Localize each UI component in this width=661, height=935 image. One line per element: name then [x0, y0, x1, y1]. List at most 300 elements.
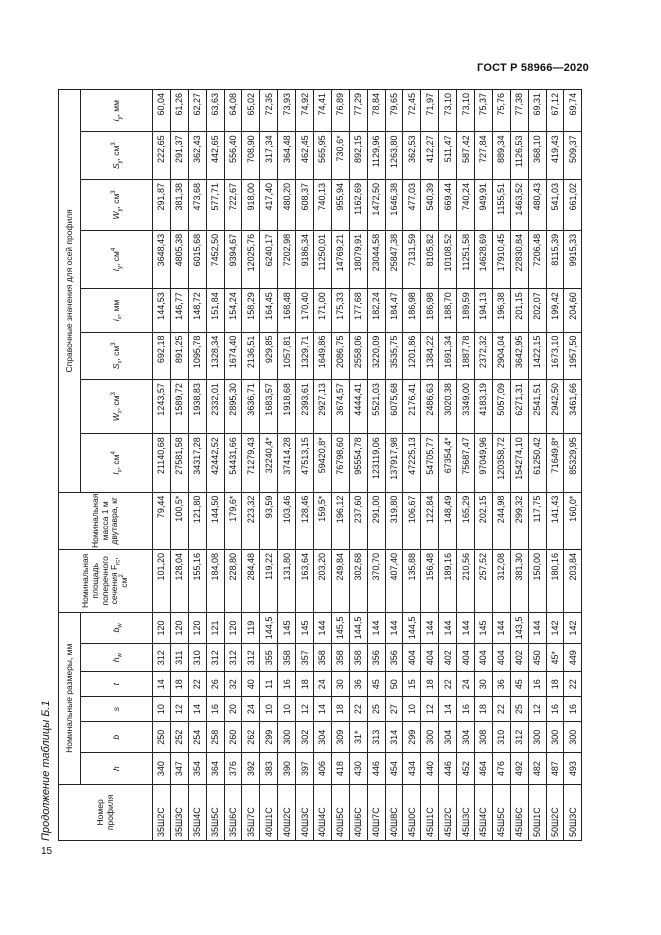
- table-cell: 85329,95: [564, 434, 582, 492]
- table-cell: 74,92: [296, 90, 314, 132]
- table-cell: 317,34: [260, 132, 278, 180]
- table-cell: 30: [475, 672, 493, 697]
- table-cell: 54705,77: [421, 434, 439, 492]
- table-cell: 106,67: [403, 492, 421, 549]
- table-cell: 304: [457, 722, 475, 753]
- table-cell: 1155,51: [492, 180, 510, 231]
- table-cell: 100,5*: [170, 492, 188, 549]
- table-cell: 727,84: [475, 132, 493, 180]
- table-row: [510, 90, 528, 841]
- table-cell: 155,16: [188, 549, 206, 612]
- table-cell: 15: [403, 672, 421, 697]
- table-cell: 67354,4*: [439, 434, 457, 492]
- table-cell: 1263,80: [385, 132, 403, 180]
- table-cell: 18: [296, 672, 314, 697]
- table-row: [331, 90, 349, 841]
- table-cell: 7452,50: [206, 230, 224, 288]
- table-cell: 27: [385, 697, 403, 722]
- profile-name-cell: 40Ш3С: [296, 784, 314, 840]
- table-cell: 144,53: [153, 289, 171, 332]
- table-cell: 464: [475, 753, 493, 784]
- table-cell: 556,40: [224, 132, 242, 180]
- table-cell: 42442,52: [206, 434, 224, 492]
- table-cell: 14: [439, 697, 457, 722]
- table-cell: 1887,78: [457, 332, 475, 380]
- table-cell: 1589,72: [170, 380, 188, 434]
- table-cell: 22: [188, 672, 206, 697]
- table-cell: 310: [492, 722, 510, 753]
- profile-name-cell: 45Ш6С: [510, 784, 528, 840]
- table-cell: 312: [242, 644, 260, 672]
- header-h: h: [81, 753, 153, 784]
- table-cell: 22830,84: [510, 230, 528, 288]
- table-cell: 72,45: [403, 90, 421, 132]
- table-cell: 22: [492, 697, 510, 722]
- table-cell: 189,59: [457, 289, 475, 332]
- table-cell: 2895,30: [224, 380, 242, 434]
- table-cell: 1463,52: [510, 180, 528, 231]
- table-cell: 304: [439, 722, 457, 753]
- table-cell: 300: [528, 722, 546, 753]
- table-cell: 120: [188, 612, 206, 643]
- profile-name-cell: 40Ш8С: [385, 784, 403, 840]
- profile-name-cell: 35Ш5С: [206, 784, 224, 840]
- header-s: s: [81, 697, 153, 722]
- table-cell: 3648,43: [153, 230, 171, 288]
- table-cell: 1472,50: [367, 180, 385, 231]
- table-cell: 7202,98: [278, 230, 296, 288]
- table-cell: 381,38: [170, 180, 188, 231]
- table-cell: 24: [242, 697, 260, 722]
- table-cell: 1328,34: [206, 332, 224, 380]
- table-cell: 9394,67: [224, 230, 242, 288]
- table-cell: 160,0*: [564, 492, 582, 549]
- table-cell: 196,38: [492, 289, 510, 332]
- table-cell: 383: [260, 753, 278, 784]
- table-cell: 250: [153, 722, 171, 753]
- table-cell: 12: [170, 697, 188, 722]
- table-cell: 11251,58: [457, 230, 475, 288]
- table-cell: 180,16: [546, 549, 564, 612]
- profile-name-cell: 35Ш7С: [242, 784, 260, 840]
- table-cell: 300: [564, 722, 582, 753]
- header-ix: $i_x$, мм: [81, 289, 153, 332]
- table-cell: 154,24: [224, 289, 242, 332]
- table-cell: 406: [314, 753, 332, 784]
- table-cell: 210,56: [457, 549, 475, 612]
- table-cell: 78,84: [367, 90, 385, 132]
- header-Sx: $S_x$, $см^3$: [81, 332, 153, 380]
- table-cell: 36: [349, 672, 367, 697]
- table-cell: 417,40: [260, 180, 278, 231]
- table-cell: 1201,86: [403, 332, 421, 380]
- table-cell: 493: [564, 753, 582, 784]
- table-cell: 194,13: [475, 289, 493, 332]
- table-cell: 312: [206, 644, 224, 672]
- table-cell: 452: [457, 753, 475, 784]
- table-row: [153, 90, 171, 841]
- table-cell: 12: [528, 697, 546, 722]
- table-cell: 75687,47: [457, 434, 475, 492]
- table-cell: 891,25: [170, 332, 188, 380]
- table-cell: 144,5: [349, 612, 367, 643]
- table-row: [528, 90, 546, 841]
- table-cell: 722,67: [224, 180, 242, 231]
- table-cell: 949,91: [475, 180, 493, 231]
- table-cell: 144,50: [206, 492, 224, 549]
- table-cell: 77,29: [349, 90, 367, 132]
- header-hw: $h_w$: [81, 644, 153, 672]
- table-cell: 608,37: [296, 180, 314, 231]
- header-Sy: $S_y$, $см^3$: [81, 132, 153, 180]
- table-cell: 419,43: [546, 132, 564, 180]
- table-cell: 1674,40: [224, 332, 242, 380]
- table-cell: 119: [242, 612, 260, 643]
- table-cell: 440: [421, 753, 439, 784]
- table-cell: 2927,13: [314, 380, 332, 434]
- table-cell: 740,24: [457, 180, 475, 231]
- table-cell: 67,12: [546, 90, 564, 132]
- table-cell: 18079,91: [349, 230, 367, 288]
- table-row: [492, 90, 510, 841]
- table-row: [546, 90, 564, 841]
- table-cell: 120: [153, 612, 171, 643]
- table-cell: 587,42: [457, 132, 475, 180]
- table-cell: 24: [457, 672, 475, 697]
- table-cell: 5057,09: [492, 380, 510, 434]
- table-cell: 123119,06: [367, 434, 385, 492]
- table-cell: 918,00: [242, 180, 260, 231]
- table-row: [314, 90, 332, 841]
- table-cell: 446: [367, 753, 385, 784]
- table-cell: 3674,57: [331, 380, 349, 434]
- table-cell: 142: [564, 612, 582, 643]
- table-cell: 6015,68: [188, 230, 206, 288]
- table-cell: 171,00: [314, 289, 332, 332]
- table-cell: 358: [349, 644, 367, 672]
- profile-name-cell: 45Ш5С: [492, 784, 510, 840]
- table-cell: 368,10: [528, 132, 546, 180]
- table-cell: 144: [385, 612, 403, 643]
- table-cell: 22: [564, 672, 582, 697]
- table-cell: 151,84: [206, 289, 224, 332]
- table-cell: 492: [510, 753, 528, 784]
- table-cell: 310: [188, 644, 206, 672]
- table-row: [170, 90, 188, 841]
- table-row: [296, 90, 314, 841]
- table-cell: 69,74: [564, 90, 582, 132]
- table-cell: 291,00: [367, 492, 385, 549]
- table-cell: 262: [242, 722, 260, 753]
- table-cell: 184,47: [385, 289, 403, 332]
- table-cell: 2136,51: [242, 332, 260, 380]
- table-cell: 74,41: [314, 90, 332, 132]
- table-cell: 202,15: [475, 492, 493, 549]
- table-cell: 37414,28: [278, 434, 296, 492]
- table-cell: 10: [260, 697, 278, 722]
- table-cell: 1673,10: [546, 332, 564, 380]
- table-cell: 73,93: [278, 90, 296, 132]
- table-cell: 1162,69: [349, 180, 367, 231]
- table-cell: 1243,57: [153, 380, 171, 434]
- table-cell: 434: [403, 753, 421, 784]
- table-cell: 16: [457, 697, 475, 722]
- table-row: [385, 90, 403, 841]
- table-cell: 144: [439, 612, 457, 643]
- header-Wx: $W_x$, $см^3$: [81, 380, 153, 434]
- table-cell: 101,20: [153, 549, 171, 612]
- table-cell: 260: [224, 722, 242, 753]
- page-number: 15: [41, 846, 53, 857]
- table-cell: 254: [188, 722, 206, 753]
- table-cell: 137917,98: [385, 434, 403, 492]
- table-cell: 1957,50: [564, 332, 582, 380]
- table-cell: 18: [475, 697, 493, 722]
- table-row: [421, 90, 439, 841]
- table-cell: 454: [385, 753, 403, 784]
- table-cell: 6075,68: [385, 380, 403, 434]
- table-cell: 407,40: [385, 549, 403, 612]
- table-cell: 540,39: [421, 180, 439, 231]
- header-iy: $i_y$, мм: [81, 90, 153, 132]
- table-row: [224, 90, 242, 841]
- table-cell: 117,75: [528, 492, 546, 549]
- table-cell: 201,15: [510, 289, 528, 332]
- table-cell: 131,80: [278, 549, 296, 612]
- table-cell: 284,48: [242, 549, 260, 612]
- table-cell: 16: [546, 697, 564, 722]
- table-cell: 32240,4*: [260, 434, 278, 492]
- table-cell: 24: [314, 672, 332, 697]
- table-cell: 142: [546, 612, 564, 643]
- table-cell: 72,35: [260, 90, 278, 132]
- table-cell: 302,68: [349, 549, 367, 612]
- table-cell: 223,32: [242, 492, 260, 549]
- table-cell: 150,00: [528, 549, 546, 612]
- table-cell: 1422,15: [528, 332, 546, 380]
- table-cell: 740,13: [314, 180, 332, 231]
- table-cell: 1126,53: [510, 132, 528, 180]
- table-cell: 7206,48: [528, 230, 546, 288]
- table-cell: 202,07: [528, 289, 546, 332]
- table-cell: 402: [510, 644, 528, 672]
- table-cell: 11250,01: [314, 230, 332, 288]
- table-row: [349, 90, 367, 841]
- table-cell: 2176,41: [403, 380, 421, 434]
- table-cell: 17910,45: [492, 230, 510, 288]
- table-cell: 3349,00: [457, 380, 475, 434]
- table-cell: 79,65: [385, 90, 403, 132]
- table-cell: 1938,83: [188, 380, 206, 434]
- table-cell: 8105,82: [421, 230, 439, 288]
- table-cell: 170,40: [296, 289, 314, 332]
- table-cell: 16: [206, 697, 224, 722]
- table-cell: 355: [260, 644, 278, 672]
- table-row: [206, 90, 224, 841]
- table-cell: 186,98: [421, 289, 439, 332]
- table-cell: 480,43: [528, 180, 546, 231]
- table-cell: 4183,19: [475, 380, 493, 434]
- table-cell: 3636,71: [242, 380, 260, 434]
- table-cell: 565,95: [314, 132, 332, 180]
- table-cell: 308: [475, 722, 493, 753]
- table-cell: 144: [492, 612, 510, 643]
- table-cell: 69,31: [528, 90, 546, 132]
- profile-name-cell: 45Ш0С: [403, 784, 421, 840]
- table-cell: 65,02: [242, 90, 260, 132]
- table-cell: 577,71: [206, 180, 224, 231]
- table-cell: 9915,33: [564, 230, 582, 288]
- table-cell: 300: [421, 722, 439, 753]
- table-cell: 362,43: [188, 132, 206, 180]
- table-cell: 27581,58: [170, 434, 188, 492]
- table-cell: 3461,66: [564, 380, 582, 434]
- table-cell: 1095,78: [188, 332, 206, 380]
- table-cell: 312: [224, 644, 242, 672]
- table-cell: 168,48: [278, 289, 296, 332]
- table-cell: 404: [421, 644, 439, 672]
- profile-table: [58, 89, 582, 841]
- table-cell: 22: [439, 672, 457, 697]
- table-cell: 61250,42: [528, 434, 546, 492]
- table-cell: 77,38: [510, 90, 528, 132]
- table-cell: 11: [260, 672, 278, 697]
- table-cell: 1683,57: [260, 380, 278, 434]
- standard-designation: ГОСТ Р 58966—2020: [477, 62, 589, 74]
- table-caption: Продолжение таблицы Б.1: [40, 700, 52, 841]
- table-cell: 249,84: [331, 549, 349, 612]
- table-cell: 144: [421, 612, 439, 643]
- table-cell: 291,37: [170, 132, 188, 180]
- table-cell: 370,70: [367, 549, 385, 612]
- table-cell: 20: [224, 697, 242, 722]
- table-cell: 291,87: [153, 180, 171, 231]
- table-cell: 165,29: [457, 492, 475, 549]
- table-cell: 300: [546, 722, 564, 753]
- table-cell: 10: [278, 697, 296, 722]
- table-cell: 93,59: [260, 492, 278, 549]
- table-cell: 480,20: [278, 180, 296, 231]
- table-cell: 10: [153, 697, 171, 722]
- table-cell: 3020,38: [439, 380, 457, 434]
- header-mass: Номинальная масса 1 м двутавра, кг: [59, 492, 153, 549]
- table-cell: 511,47: [439, 132, 457, 180]
- table-row: [242, 90, 260, 841]
- table-row: [260, 90, 278, 841]
- table-cell: 541,03: [546, 180, 564, 231]
- profile-name-cell: 35Ш4С: [188, 784, 206, 840]
- table-cell: 430: [349, 753, 367, 784]
- table-cell: 661,02: [564, 180, 582, 231]
- table-cell: 304: [314, 722, 332, 753]
- table-cell: 6240,17: [260, 230, 278, 288]
- table-cell: 358: [331, 644, 349, 672]
- table-cell: 312,08: [492, 549, 510, 612]
- table-cell: 354: [188, 753, 206, 784]
- table-cell: 14: [153, 672, 171, 697]
- table-cell: 404: [403, 644, 421, 672]
- table-cell: 50: [385, 672, 403, 697]
- table-row: [367, 90, 385, 841]
- table-cell: 4805,38: [170, 230, 188, 288]
- table-cell: 18: [421, 672, 439, 697]
- table-cell: 237,60: [349, 492, 367, 549]
- table-cell: 1918,68: [278, 380, 296, 434]
- table-cell: 45*: [546, 644, 564, 672]
- header-area: Номинальная площадь поперечного сечения $F_{гс}$, $см^2$: [59, 549, 153, 612]
- table-cell: 476: [492, 753, 510, 784]
- profile-name-cell: 40Ш4С: [314, 784, 332, 840]
- table-cell: 312: [153, 644, 171, 672]
- table-cell: 62,27: [188, 90, 206, 132]
- table-cell: 12: [421, 697, 439, 722]
- header-Ix: $I_x$, $см^4$: [81, 434, 153, 492]
- table-cell: 64,08: [224, 90, 242, 132]
- table-cell: 18: [170, 672, 188, 697]
- table-cell: 1649,86: [314, 332, 332, 380]
- table-cell: 144: [314, 612, 332, 643]
- table-cell: 1329,71: [296, 332, 314, 380]
- profile-name-cell: 50Ш3С: [564, 784, 582, 840]
- header-b: b: [81, 722, 153, 753]
- table-cell: 14769,21: [331, 230, 349, 288]
- table-cell: 30: [331, 672, 349, 697]
- table-cell: 22: [349, 697, 367, 722]
- table-cell: 128,46: [296, 492, 314, 549]
- table-cell: 164,45: [260, 289, 278, 332]
- profile-name-cell: 45Ш1С: [421, 784, 439, 840]
- table-cell: 6271,31: [510, 380, 528, 434]
- table-cell: 203,84: [564, 549, 582, 612]
- table-cell: 299: [260, 722, 278, 753]
- table-cell: 347: [170, 753, 188, 784]
- table-cell: 1129,96: [367, 132, 385, 180]
- table-cell: 18: [331, 697, 349, 722]
- table-cell: 402: [439, 644, 457, 672]
- table-cell: 1057,81: [278, 332, 296, 380]
- table-cell: 144: [528, 612, 546, 643]
- table-cell: 18: [546, 672, 564, 697]
- table-cell: 312: [510, 722, 528, 753]
- table-cell: 477,03: [403, 180, 421, 231]
- table-cell: 509,37: [564, 132, 582, 180]
- table-cell: 955,94: [331, 180, 349, 231]
- profile-name-cell: 40Ш5С: [331, 784, 349, 840]
- table-cell: 16: [278, 672, 296, 697]
- table-cell: 120: [224, 612, 242, 643]
- table-cell: 397: [296, 753, 314, 784]
- table-cell: 188,70: [439, 289, 457, 332]
- table-cell: 2558,06: [349, 332, 367, 380]
- table-cell: 26: [206, 672, 224, 697]
- table-cell: 299,32: [510, 492, 528, 549]
- table-cell: 97049,96: [475, 434, 493, 492]
- table-cell: 449: [564, 644, 582, 672]
- table-cell: 2332,01: [206, 380, 224, 434]
- table-cell: 76,89: [331, 90, 349, 132]
- table-cell: 10: [403, 697, 421, 722]
- table-cell: 14: [188, 697, 206, 722]
- table-cell: 364: [206, 753, 224, 784]
- table-cell: 40: [242, 672, 260, 697]
- table-cell: 32: [224, 672, 242, 697]
- header-t: t: [81, 672, 153, 697]
- table-cell: 144: [367, 612, 385, 643]
- table-cell: 450: [528, 644, 546, 672]
- table-cell: 2541,51: [528, 380, 546, 434]
- table-cell: 462,45: [296, 132, 314, 180]
- profile-name-cell: 45Ш3С: [457, 784, 475, 840]
